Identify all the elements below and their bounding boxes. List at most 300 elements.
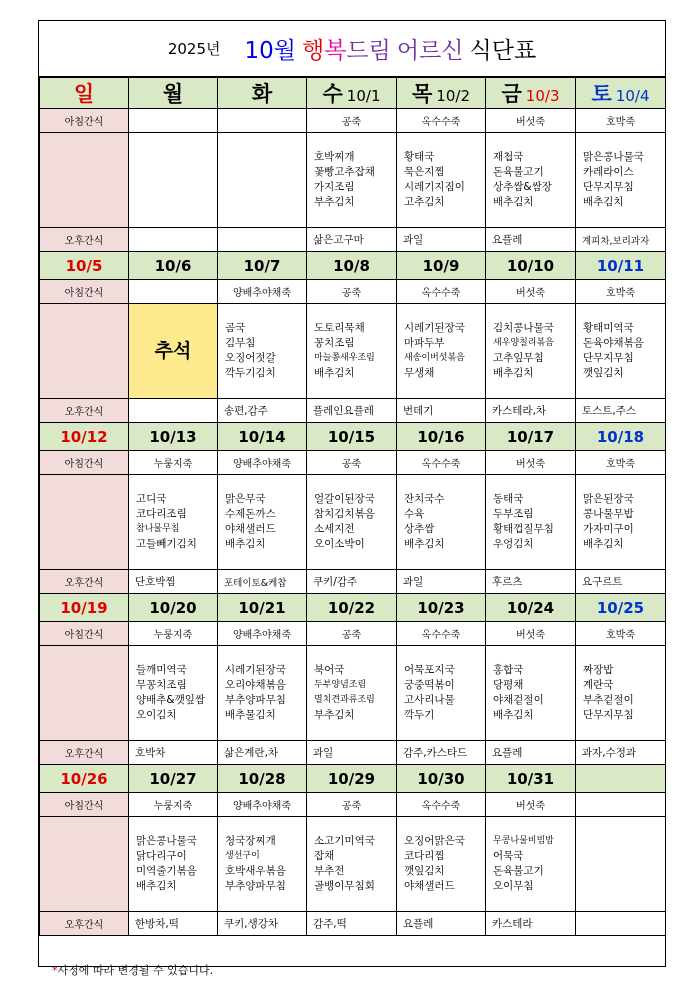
morning-snack-text: 옥수수죽 [421, 801, 461, 812]
date-text: 10/27 [149, 769, 197, 788]
morning-snack-text: 누룽지죽 [153, 630, 193, 641]
date-cell [576, 423, 666, 451]
meal-item: 깍두기 [404, 709, 435, 721]
meal-row [40, 133, 666, 228]
date-cell [40, 423, 129, 451]
meal-item: 새우양칠리볶음 [493, 338, 554, 348]
morning-snack [218, 280, 307, 304]
morning-snack [307, 109, 397, 133]
meal-item: 잡채 [314, 850, 335, 862]
afternoon-snack-text: 감주,떡 [313, 918, 347, 930]
afternoon-snack [486, 570, 576, 594]
morning-snack [397, 451, 486, 475]
meal-cell [486, 646, 576, 741]
afternoon-snack-row [40, 228, 666, 252]
date-row [40, 765, 666, 793]
meal-item: 짜장밥 [583, 664, 614, 676]
meal-item: 김치콩나물국 [493, 322, 554, 334]
title-word-3: 드림 [346, 38, 391, 64]
meal-item: 맑은콩나물국 [136, 835, 197, 847]
date-cell [307, 252, 397, 280]
meal-item: 단무지무침 [583, 352, 634, 364]
afternoon-label-text: 오후간식 [64, 407, 104, 418]
morning-snack-text: 양배추야채죽 [233, 459, 291, 470]
day-date: 10/1 [346, 87, 381, 105]
meal-label-cell [40, 475, 129, 570]
day-name: 수 [322, 82, 343, 106]
meal-cell [397, 817, 486, 912]
afternoon-snack-text: 플레인요플레 [313, 405, 374, 417]
meal-label-cell [40, 817, 129, 912]
meal-item: 깻잎김치 [583, 367, 624, 379]
meal-item: 배추김치 [404, 538, 445, 550]
day-name: 금 [501, 82, 522, 106]
afternoon-snack-text: 번데기 [403, 405, 434, 417]
morning-snack [129, 793, 218, 817]
meal-item: 마늘쫑새우조림 [314, 353, 375, 363]
meal-item: 얼갈이된장국 [314, 493, 375, 505]
morning-snack-row [40, 451, 666, 475]
date-cell [307, 765, 397, 793]
afternoon-snack [576, 741, 666, 765]
meal-item: 두부조림 [493, 508, 534, 520]
meal-item: 야채겉절이 [493, 694, 544, 706]
morning-label [40, 793, 129, 817]
meal-cell [397, 304, 486, 399]
meal-item: 깻잎김치 [404, 865, 445, 877]
afternoon-snack [218, 228, 307, 252]
meal-cell [307, 817, 397, 912]
afternoon-label-text: 오후간식 [64, 578, 104, 589]
meal-item: 상추쌈&쌈장 [493, 181, 552, 193]
day-header [307, 78, 397, 109]
date-text: 10/24 [506, 598, 555, 617]
date-text: 10/5 [65, 256, 103, 275]
afternoon-snack-text: 요구르트 [582, 576, 623, 588]
afternoon-snack [307, 399, 397, 423]
afternoon-snack [576, 912, 666, 936]
morning-snack [576, 280, 666, 304]
date-row [40, 423, 666, 451]
date-text: 10/25 [596, 598, 645, 617]
meal-item: 배추물김치 [225, 709, 276, 721]
title-word-1: 행 [301, 38, 325, 64]
meal-item: 단무지무침 [583, 181, 634, 193]
morning-snack [218, 622, 307, 646]
meal-cell [218, 304, 307, 399]
meal-item: 북어국 [314, 664, 345, 676]
date-cell [218, 765, 307, 793]
afternoon-snack-text: 포테이토&케찹 [224, 577, 287, 589]
meal-cell [576, 646, 666, 741]
morning-snack [397, 793, 486, 817]
meal-cell [397, 646, 486, 741]
afternoon-snack-row [40, 570, 666, 594]
morning-snack [218, 109, 307, 133]
afternoon-snack [486, 228, 576, 252]
morning-snack [397, 280, 486, 304]
meal-item: 배추김치 [314, 367, 355, 379]
morning-snack [486, 451, 576, 475]
morning-snack-text: 버섯죽 [516, 630, 545, 641]
morning-snack [129, 622, 218, 646]
morning-label-text: 아침간식 [64, 630, 104, 641]
afternoon-label-text: 오후간식 [64, 236, 104, 247]
afternoon-label [40, 228, 129, 252]
meal-item: 수육 [404, 508, 425, 520]
date-text: 10/12 [60, 427, 108, 446]
afternoon-snack-text: 요플레 [492, 747, 523, 759]
meal-item: 호박새우볶음 [225, 865, 286, 877]
meal-item: 배추김치 [493, 709, 534, 721]
morning-snack [307, 451, 397, 475]
meal-item: 오리야채볶음 [225, 679, 286, 691]
meal-cell [307, 133, 397, 228]
afternoon-snack [397, 399, 486, 423]
morning-snack-row [40, 622, 666, 646]
day-header [40, 78, 129, 109]
meal-cell [218, 133, 307, 228]
afternoon-snack [397, 570, 486, 594]
afternoon-snack-text: 과일 [403, 576, 424, 588]
date-text: 10/20 [149, 598, 197, 617]
meal-item: 시레기지짐이 [404, 181, 465, 193]
meal-row [40, 475, 666, 570]
date-cell [129, 594, 218, 622]
morning-snack-text: 버섯죽 [516, 459, 545, 470]
meal-label-cell [40, 304, 129, 399]
meal-item: 수제돈까스 [225, 508, 276, 520]
afternoon-snack [218, 912, 307, 936]
meal-item: 홍합국 [493, 664, 524, 676]
morning-snack [307, 280, 397, 304]
morning-snack [576, 793, 666, 817]
morning-snack [218, 451, 307, 475]
morning-snack-text: 버섯죽 [516, 117, 545, 128]
meal-item: 야채샐러드 [404, 880, 455, 892]
day-header [486, 78, 576, 109]
morning-snack-row [40, 109, 666, 133]
title-word-4: 어르신 [396, 38, 464, 64]
meal-item: 어묵포지국 [404, 664, 455, 676]
meal-item: 무콩나물비빔밥 [493, 836, 554, 846]
meal-item: 황태껍질무침 [493, 523, 554, 535]
date-cell [40, 765, 129, 793]
morning-snack-text: 양배추야채죽 [233, 288, 291, 299]
meal-item: 상추쌈 [404, 523, 435, 535]
meal-item: 새송이버섯볶음 [404, 353, 465, 363]
meal-cell [486, 475, 576, 570]
morning-label [40, 280, 129, 304]
morning-snack [576, 109, 666, 133]
morning-snack [129, 280, 218, 304]
afternoon-snack [486, 399, 576, 423]
holiday-cell [129, 304, 218, 399]
afternoon-snack [486, 912, 576, 936]
afternoon-snack-text: 한방차,떡 [135, 918, 179, 930]
morning-label-text: 아침간식 [64, 459, 104, 470]
meal-item: 오이무침 [493, 880, 534, 892]
date-text: 10/19 [60, 598, 108, 617]
meal-item: 묵은지찜 [404, 166, 445, 178]
meal-item: 코다리찜 [404, 850, 445, 862]
date-cell [576, 252, 666, 280]
meal-item: 코다리조림 [136, 508, 187, 520]
date-cell [218, 423, 307, 451]
date-text: 10/29 [327, 769, 376, 788]
meal-item: 궁중떡볶이 [404, 679, 455, 691]
afternoon-snack-row [40, 399, 666, 423]
day-date: 10/3 [525, 87, 560, 105]
afternoon-label-text: 오후간식 [64, 749, 104, 760]
morning-snack [397, 109, 486, 133]
afternoon-snack-row [40, 912, 666, 936]
meal-item: 배추김치 [493, 196, 534, 208]
morning-label-text: 아침간식 [64, 117, 104, 128]
afternoon-snack [129, 912, 218, 936]
afternoon-snack-text: 카스테라,차 [492, 405, 547, 417]
date-text: 10/7 [243, 256, 281, 275]
morning-snack [576, 451, 666, 475]
date-cell [486, 594, 576, 622]
date-text: 10/9 [422, 256, 460, 275]
meal-item: 맑은콩나물국 [583, 151, 644, 163]
afternoon-snack-text: 삶은고구마 [313, 234, 364, 246]
afternoon-snack [129, 570, 218, 594]
meal-item: 무생채 [404, 367, 435, 379]
day-name: 목 [412, 82, 433, 106]
morning-label [40, 109, 129, 133]
morning-snack-text: 옥수수죽 [421, 288, 461, 299]
afternoon-snack-row [40, 741, 666, 765]
meal-item: 맑은무국 [225, 493, 266, 505]
meal-item: 단무지무침 [583, 709, 634, 721]
morning-snack [218, 793, 307, 817]
meal-item: 황태미역국 [583, 322, 634, 334]
meal-item: 재첩국 [493, 151, 524, 163]
date-text: 10/16 [417, 427, 465, 446]
meal-item: 도토리묵채 [314, 322, 365, 334]
meal-item: 고사리나물 [404, 694, 455, 706]
meal-item: 배추김치 [225, 538, 266, 550]
date-cell [307, 594, 397, 622]
meal-item: 고들빼기김치 [136, 538, 197, 550]
meal-item: 계란국 [583, 679, 614, 691]
morning-snack-text: 양배추야채죽 [233, 630, 291, 641]
meal-item: 김무침 [225, 337, 256, 349]
day-name: 화 [251, 82, 273, 106]
afternoon-snack [576, 399, 666, 423]
day-header [576, 78, 666, 109]
date-text: 10/18 [596, 427, 645, 446]
page-title [39, 21, 665, 77]
date-text: 10/23 [417, 598, 465, 617]
meal-item: 시레기된장국 [225, 664, 286, 676]
morning-snack [486, 280, 576, 304]
morning-snack-row [40, 793, 666, 817]
meal-item: 가자미구이 [583, 523, 634, 535]
afternoon-label [40, 741, 129, 765]
meal-item: 호박찌개 [314, 151, 355, 163]
title-word-5: 식단표 [469, 38, 537, 64]
afternoon-snack [307, 570, 397, 594]
title-month: 10월 [244, 38, 296, 64]
afternoon-label [40, 912, 129, 936]
meal-cell [486, 817, 576, 912]
morning-label-text: 아침간식 [64, 288, 104, 299]
meal-item: 당평채 [493, 679, 524, 691]
meal-item: 배추김치 [493, 367, 534, 379]
date-text: 10/10 [506, 256, 555, 275]
meal-cell [307, 646, 397, 741]
morning-snack [129, 451, 218, 475]
meal-item: 깍두기김치 [225, 367, 276, 379]
meal-cell [397, 133, 486, 228]
date-cell [397, 594, 486, 622]
date-cell [397, 252, 486, 280]
afternoon-snack [486, 741, 576, 765]
afternoon-snack-text: 요플레 [403, 918, 434, 930]
morning-snack [486, 109, 576, 133]
day-header-row [40, 78, 666, 109]
meal-item: 시레기된장국 [404, 322, 465, 334]
afternoon-snack-text: 감주,카스타드 [403, 747, 468, 759]
morning-label [40, 622, 129, 646]
date-text: 10/28 [238, 769, 286, 788]
meal-item: 부추양파무침 [225, 694, 286, 706]
meal-item: 야채샐러드 [225, 523, 276, 535]
afternoon-label [40, 399, 129, 423]
morning-snack [129, 109, 218, 133]
meal-item: 맑은된장국 [583, 493, 634, 505]
meal-item: 양배추&깻잎쌈 [136, 694, 206, 706]
meal-cell [218, 475, 307, 570]
meal-item: 미역줄기볶음 [136, 865, 197, 877]
afternoon-snack-text: 과일 [403, 234, 424, 246]
afternoon-snack [218, 741, 307, 765]
date-cell [486, 252, 576, 280]
afternoon-snack-text: 계피차,보리과자 [582, 235, 650, 247]
meal-cell [218, 817, 307, 912]
date-cell [576, 594, 666, 622]
morning-snack-text: 호박죽 [606, 630, 635, 641]
meal-cell [486, 133, 576, 228]
date-cell [218, 594, 307, 622]
morning-snack-text: 호박죽 [606, 117, 635, 128]
meal-item: 참나물무침 [136, 524, 180, 534]
day-name: 월 [162, 82, 184, 106]
meal-label-cell [40, 646, 129, 741]
date-text: 10/21 [238, 598, 286, 617]
afternoon-snack [129, 741, 218, 765]
date-text: 10/31 [506, 769, 555, 788]
meal-item: 배추김치 [583, 538, 624, 550]
afternoon-snack-text: 단호박찜 [135, 576, 176, 588]
date-text: 10/8 [333, 256, 370, 275]
date-text: 10/30 [417, 769, 465, 788]
date-text: 10/26 [60, 769, 108, 788]
meal-item: 부추김치 [314, 709, 355, 721]
meal-item: 배추김치 [583, 196, 624, 208]
meal-item: 꽃빵고추잡채 [314, 166, 375, 178]
morning-snack [307, 622, 397, 646]
morning-snack-text: 호박죽 [606, 459, 635, 470]
date-text: 10/17 [506, 427, 555, 446]
morning-snack-text: 옥수수죽 [421, 630, 461, 641]
meal-item: 부추양파무침 [225, 880, 286, 892]
morning-snack-text: 버섯죽 [516, 801, 545, 812]
date-row [40, 594, 666, 622]
meal-cell [307, 304, 397, 399]
meal-item: 어묵국 [493, 850, 524, 862]
afternoon-snack [307, 912, 397, 936]
day-name: 일 [73, 82, 95, 106]
morning-snack-text: 누룽지죽 [153, 459, 193, 470]
morning-snack-text: 공죽 [341, 459, 362, 470]
day-header [218, 78, 307, 109]
meal-item: 골뱅이무침회 [314, 880, 375, 892]
afternoon-snack [576, 570, 666, 594]
date-cell [486, 765, 576, 793]
morning-snack-row [40, 280, 666, 304]
afternoon-label-text: 오후간식 [64, 920, 104, 931]
meal-item: 돈육불고기 [493, 166, 544, 178]
meal-item: 소세지전 [314, 523, 355, 535]
meal-item: 오이김치 [136, 709, 177, 721]
afternoon-snack-text: 호박차 [135, 747, 166, 759]
meal-item: 무꽁치조림 [136, 679, 187, 691]
meal-item: 돈육야채볶음 [583, 337, 644, 349]
morning-snack [486, 793, 576, 817]
meal-cell [129, 133, 218, 228]
afternoon-snack [307, 228, 397, 252]
date-text: 10/22 [327, 598, 376, 617]
date-cell [129, 765, 218, 793]
meal-item: 돈육불고기 [493, 865, 544, 877]
morning-snack [397, 622, 486, 646]
meal-item: 동태국 [493, 493, 524, 505]
meal-cell [218, 646, 307, 741]
morning-label-text: 아침간식 [64, 801, 104, 812]
afternoon-snack [129, 399, 218, 423]
date-text: 10/6 [154, 256, 192, 275]
date-text: 10/11 [596, 256, 645, 275]
meal-item: 우엉김치 [493, 538, 534, 550]
date-row [40, 252, 666, 280]
meal-item: 황태국 [404, 151, 435, 163]
day-header [129, 78, 218, 109]
morning-snack-text: 공죽 [341, 117, 362, 128]
meal-item: 잔치국수 [404, 493, 445, 505]
afternoon-snack [397, 228, 486, 252]
afternoon-snack [397, 741, 486, 765]
meal-item: 고추잎무침 [493, 352, 544, 364]
date-text: 10/14 [238, 427, 286, 446]
meal-item: 청국장찌개 [225, 835, 276, 847]
morning-snack-text: 누룽지죽 [153, 801, 193, 812]
meal-item: 꽁치조림 [314, 337, 355, 349]
meal-row [40, 646, 666, 741]
morning-snack [307, 793, 397, 817]
morning-snack-text: 호박죽 [606, 288, 635, 299]
morning-snack-text: 공죽 [341, 801, 362, 812]
afternoon-label [40, 570, 129, 594]
meal-label-cell [40, 133, 129, 228]
day-header [397, 78, 486, 109]
afternoon-snack-text: 과일 [313, 747, 334, 759]
meal-item: 부추김치 [314, 196, 355, 208]
afternoon-snack-text: 토스트,주스 [582, 405, 637, 417]
